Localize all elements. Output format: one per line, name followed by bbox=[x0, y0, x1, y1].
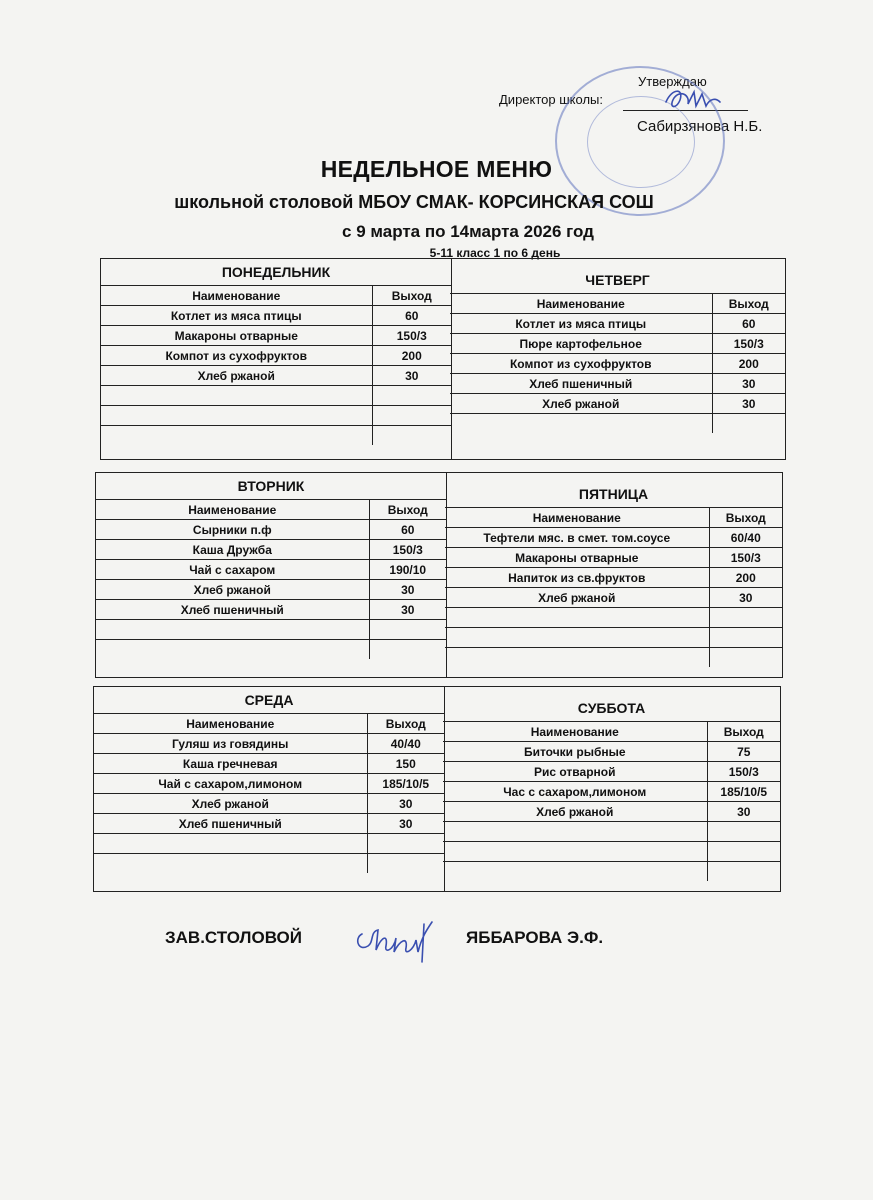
column-header-output: Выход bbox=[372, 286, 451, 306]
dish-output: 30 bbox=[712, 394, 785, 414]
day-title-thursday: ЧЕТВЕРГ bbox=[450, 267, 785, 294]
table-row-empty bbox=[450, 414, 785, 434]
table-row bbox=[443, 742, 780, 762]
column-header-name: Наименование bbox=[450, 294, 712, 314]
dish-output: 150/3 bbox=[709, 548, 782, 568]
dish-output: 30 bbox=[367, 814, 444, 834]
table-row bbox=[443, 762, 780, 782]
dish-name: Хлеб пшеничный bbox=[450, 374, 712, 394]
dish-name: Рис отварной bbox=[443, 762, 707, 782]
table-row bbox=[101, 366, 451, 386]
table-header-row bbox=[101, 286, 451, 306]
day-title-wednesday: СРЕДА bbox=[94, 687, 444, 714]
class-info: 5-11 класс 1 по 6 день bbox=[429, 246, 561, 260]
menu-table-thursday bbox=[450, 294, 785, 433]
table-row bbox=[94, 734, 444, 754]
dish-output: 60/40 bbox=[709, 528, 782, 548]
column-header-name: Наименование bbox=[101, 286, 372, 306]
dish-output: 200 bbox=[709, 568, 782, 588]
canteen-manager-label: ЗАВ.СТОЛОВОЙ bbox=[165, 928, 302, 947]
table-row-empty bbox=[96, 620, 446, 640]
menu-block-wed-sat bbox=[93, 686, 781, 892]
table-row bbox=[96, 520, 446, 540]
table-row bbox=[96, 560, 446, 580]
table-row-empty bbox=[443, 822, 780, 842]
column-header-name: Наименование bbox=[445, 508, 709, 528]
table-row bbox=[450, 394, 785, 414]
dish-output: 30 bbox=[372, 366, 451, 386]
approve-label: Утверждаю bbox=[638, 74, 707, 89]
dish-output: 30 bbox=[709, 588, 782, 608]
dish-name: Каша гречневая bbox=[94, 754, 367, 774]
table-row-empty bbox=[443, 842, 780, 862]
dish-output: 75 bbox=[707, 742, 780, 762]
menu-table-monday bbox=[101, 286, 451, 445]
column-header-name: Наименование bbox=[94, 714, 367, 734]
canteen-manager-name: ЯББАРОВА Э.Ф. bbox=[466, 928, 604, 947]
table-row bbox=[101, 326, 451, 346]
dish-name: Час с сахаром,лимоном bbox=[443, 782, 707, 802]
dish-output: 30 bbox=[367, 794, 444, 814]
dish-name: Каша Дружба bbox=[96, 540, 369, 560]
table-row-empty bbox=[94, 854, 444, 874]
day-panel-wednesday bbox=[94, 687, 445, 891]
menu-table-saturday bbox=[443, 722, 780, 881]
dish-name: Хлеб ржаной bbox=[96, 580, 369, 600]
dish-name: Котлет из мяса птицы bbox=[101, 306, 372, 326]
table-header-row bbox=[445, 508, 782, 528]
dish-name: Компот из сухофруктов bbox=[101, 346, 372, 366]
day-title-saturday: СУББОТА bbox=[443, 695, 780, 722]
day-panel-saturday bbox=[443, 695, 780, 899]
table-row bbox=[94, 814, 444, 834]
dish-name: Гуляш из говядины bbox=[94, 734, 367, 754]
dish-name: Макароны отварные bbox=[445, 548, 709, 568]
dish-name: Сырники п.ф bbox=[96, 520, 369, 540]
table-row-empty bbox=[101, 426, 451, 446]
table-row bbox=[443, 802, 780, 822]
director-signature bbox=[662, 84, 722, 114]
day-title-friday: ПЯТНИЦА bbox=[445, 481, 782, 508]
table-row bbox=[96, 580, 446, 600]
date-range: с 9 марта по 14марта 2026 год bbox=[342, 222, 594, 241]
table-header-row bbox=[443, 722, 780, 742]
dish-name: Хлеб ржаной bbox=[445, 588, 709, 608]
dish-name: Чай с сахаром bbox=[96, 560, 369, 580]
dish-name: Пюре картофельное bbox=[450, 334, 712, 354]
table-row-empty bbox=[96, 640, 446, 660]
table-row bbox=[96, 540, 446, 560]
table-row-empty bbox=[101, 386, 451, 406]
director-name: Сабирзянова Н.Б. bbox=[637, 118, 763, 135]
menu-table-friday bbox=[445, 508, 782, 667]
column-header-output: Выход bbox=[712, 294, 785, 314]
table-row bbox=[445, 548, 782, 568]
table-row bbox=[94, 754, 444, 774]
dish-name: Хлеб ржаной bbox=[443, 802, 707, 822]
table-row bbox=[450, 374, 785, 394]
menu-block-mon-thu bbox=[100, 258, 786, 460]
dish-output: 30 bbox=[369, 600, 446, 620]
table-row-empty bbox=[445, 628, 782, 648]
dish-name: Биточки рыбные bbox=[443, 742, 707, 762]
menu-table-wednesday bbox=[94, 714, 444, 873]
day-panel-friday bbox=[445, 481, 782, 685]
day-panel-monday bbox=[101, 259, 452, 459]
table-row-empty bbox=[445, 648, 782, 668]
page-title: НЕДЕЛЬНОЕ МЕНЮ bbox=[320, 156, 553, 182]
dish-output: 40/40 bbox=[367, 734, 444, 754]
dish-output: 30 bbox=[712, 374, 785, 394]
dish-output: 150/3 bbox=[372, 326, 451, 346]
dish-output: 60 bbox=[369, 520, 446, 540]
table-row bbox=[101, 306, 451, 326]
dish-output: 60 bbox=[712, 314, 785, 334]
table-row bbox=[96, 600, 446, 620]
dish-name: Хлеб ржаной bbox=[101, 366, 372, 386]
day-title-monday: ПОНЕДЕЛЬНИК bbox=[101, 259, 451, 286]
table-row-empty bbox=[101, 406, 451, 426]
day-panel-thursday bbox=[450, 267, 785, 467]
table-row bbox=[450, 314, 785, 334]
day-panel-tuesday bbox=[96, 473, 447, 677]
dish-name: Чай с сахаром,лимоном bbox=[94, 774, 367, 794]
dish-output: 190/10 bbox=[369, 560, 446, 580]
dish-name: Макароны отварные bbox=[101, 326, 372, 346]
column-header-output: Выход bbox=[367, 714, 444, 734]
table-row-empty bbox=[445, 608, 782, 628]
dish-name: Компот из сухофруктов bbox=[450, 354, 712, 374]
column-header-output: Выход bbox=[369, 500, 446, 520]
menu-table-tuesday bbox=[96, 500, 446, 659]
dish-output: 200 bbox=[372, 346, 451, 366]
table-row bbox=[445, 568, 782, 588]
director-label: Директор школы: bbox=[499, 92, 603, 107]
table-header-row bbox=[96, 500, 446, 520]
menu-block-tue-fri bbox=[95, 472, 783, 678]
dish-name: Котлет из мяса птицы bbox=[450, 314, 712, 334]
table-row bbox=[94, 794, 444, 814]
dish-name: Хлеб пшеничный bbox=[94, 814, 367, 834]
table-row bbox=[445, 588, 782, 608]
day-title-tuesday: ВТОРНИК bbox=[96, 473, 446, 500]
dish-output: 200 bbox=[712, 354, 785, 374]
table-row bbox=[450, 354, 785, 374]
dish-name: Тефтели мяс. в смет. том.соусе bbox=[445, 528, 709, 548]
dish-output: 150/3 bbox=[712, 334, 785, 354]
dish-output: 30 bbox=[369, 580, 446, 600]
table-row bbox=[445, 528, 782, 548]
table-row bbox=[443, 782, 780, 802]
table-header-row bbox=[94, 714, 444, 734]
manager-signature bbox=[352, 916, 437, 966]
table-row bbox=[450, 334, 785, 354]
dish-name: Хлеб ржаной bbox=[450, 394, 712, 414]
dish-output: 60 bbox=[372, 306, 451, 326]
page-subtitle: школьной столовой МБОУ СМАК- КОРСИНСКАЯ СОШ bbox=[174, 192, 654, 212]
column-header-name: Наименование bbox=[443, 722, 707, 742]
dish-output: 150 bbox=[367, 754, 444, 774]
dish-output: 185/10/5 bbox=[367, 774, 444, 794]
dish-output: 150/3 bbox=[369, 540, 446, 560]
dish-name: Хлеб пшеничный bbox=[96, 600, 369, 620]
table-row bbox=[94, 774, 444, 794]
column-header-name: Наименование bbox=[96, 500, 369, 520]
dish-output: 150/3 bbox=[707, 762, 780, 782]
dish-output: 30 bbox=[707, 802, 780, 822]
dish-name: Напиток из св.фруктов bbox=[445, 568, 709, 588]
dish-output: 185/10/5 bbox=[707, 782, 780, 802]
table-row-empty bbox=[94, 834, 444, 854]
column-header-output: Выход bbox=[709, 508, 782, 528]
table-row bbox=[101, 346, 451, 366]
dish-name: Хлеб ржаной bbox=[94, 794, 367, 814]
table-row-empty bbox=[443, 862, 780, 882]
column-header-output: Выход bbox=[707, 722, 780, 742]
table-header-row bbox=[450, 294, 785, 314]
